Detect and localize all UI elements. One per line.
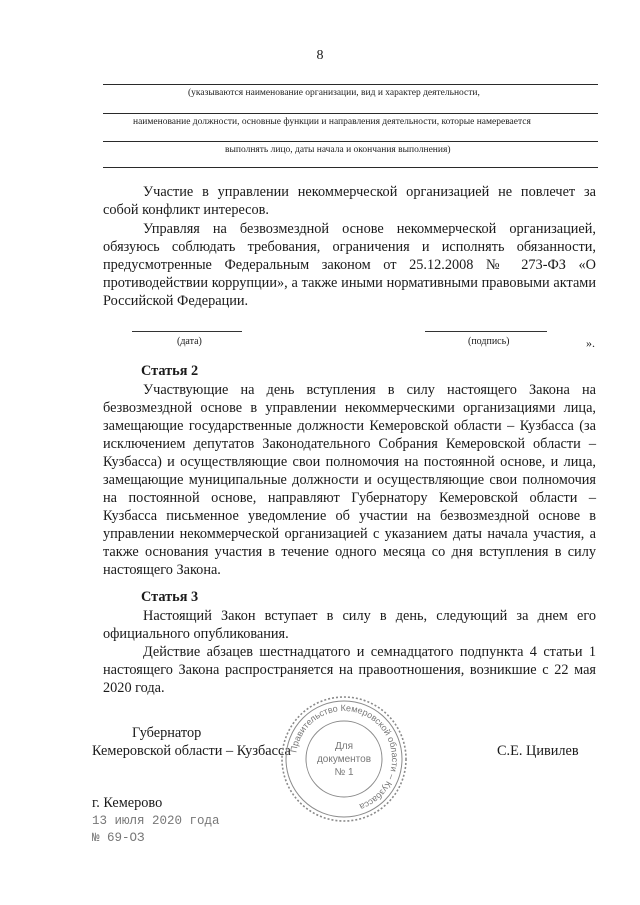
form-paragraph-1: Участие в управлении некоммерческой организацией не повлечет за собой конфликт интересов.: [103, 184, 596, 218]
governor-title-line-1: Губернатор: [132, 725, 202, 741]
stamp-ring-text: Правительство Кемеровской области – Кузбасса: [288, 702, 401, 813]
signature-line: [425, 331, 547, 332]
governor-title-line-2: Кемеровской области – Кузбасса: [92, 743, 291, 759]
page-number: 8: [316, 48, 324, 63]
form-line-1: [103, 84, 598, 85]
form-caption-1: (указываются наименование организации, вид и характер деятельности,: [188, 88, 480, 98]
article-2-text: Участвующие на день вступления в силу настоящего Закона на безвозмездной основе в управлении некоммерческими организациями лица, замещающие государственные должности Кемеровской области – Кузбасса (за исключением депутатов Законодательного Собрания Кемеровской области – Кузбасса) и осуществляющие свои полномочия на постоянной основе, и лица, замещающие муниципальные должности и осуществляющие свои полномочия на постоянной основе, направляют Губернатору Кемеровской области – Кузбасса письменное уведомление об участии на безвозмездной основе в управлении некоммерческой организацией с указанием даты начала участия, а также основания участия в течение одного месяца со дня вступления в силу настоящего Закона.: [103, 382, 596, 578]
form-line-3: [103, 141, 598, 142]
stamp-line-1: Для: [334, 741, 354, 752]
form-paragraph-2: Управляя на безвозмездной основе некоммерческой организацией, обязуюсь соблюдать требования, ограничения и исполнять обязанности, предусмотренные Федеральным законом от 25.12.2008 № 273-ФЗ «О противодействии коррупции», а также иными нормативными правовыми актами Российской Федерации.: [103, 221, 596, 309]
stamp-line-2: документов: [316, 754, 372, 765]
date-line: [132, 331, 242, 332]
law-number: № 69-ОЗ: [92, 831, 145, 845]
official-stamp: [279, 694, 409, 824]
form-caption-2: наименование должности, основные функции и направления деятельности, которые намеревается: [133, 117, 531, 127]
closing-quote-mark: ».: [586, 336, 595, 350]
signature-label: (подпись): [468, 336, 510, 347]
place: г. Кемерово: [92, 795, 163, 811]
governor-name: С.Е. Цивилев: [497, 743, 579, 759]
form-line-2: [103, 113, 598, 114]
form-line-4: [103, 167, 598, 168]
article-3-heading: Статья 3: [141, 589, 199, 605]
law-date: 13 июля 2020 года: [92, 814, 220, 828]
stamp-line-3: № 1: [334, 767, 354, 778]
date-label: (дата): [177, 336, 202, 347]
article-3-text-2: Действие абзацев шестнадцатого и семнадцатого подпункта 4 статьи 1 настоящего Закона распространяется на правоотношения, возникшие с 22 мая 2020 года.: [103, 644, 596, 696]
form-caption-3: выполнять лицо, даты начала и окончания выполнения): [225, 145, 451, 155]
article-3-text-1: Настоящий Закон вступает в силу в день, следующий за днем его официального опубликования.: [103, 608, 596, 642]
article-2-heading: Статья 2: [141, 363, 199, 379]
